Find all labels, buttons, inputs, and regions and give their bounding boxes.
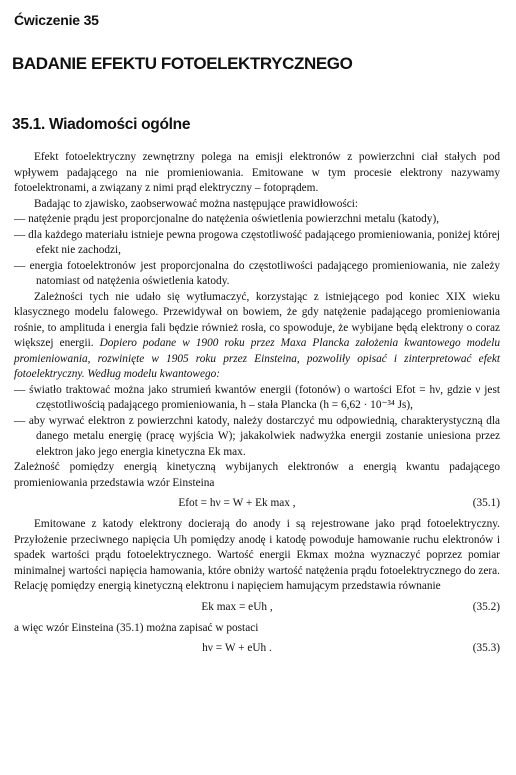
paragraph-rewrite: a więc wzór Einsteina (35.1) można zapisać w postaci bbox=[14, 621, 259, 634]
body-text bbox=[14, 150, 500, 662]
paragraph-stopping-voltage: Emitowane z katody elektrony docierają do anody i są rejestrowane jako prąd fotoelektryczny. Przyłożenie przeciwnego napięcia Uh pomiędzy anodę i katodę powoduje hamowanie ruchu elektronów i spadek wartości prądu fotoelektrycznego. Wartość energii Ekmax można wyznaczyć poprzez pomiar minimalnej wartości napięcia hamowania, które obniży wartość natężenia prądu fotoelektrycznego do zera. Relację pomiędzy energią kinetyczną elektronu i napięciem hamującym przedstawia równanie bbox=[14, 518, 500, 592]
equation-35-1 bbox=[14, 491, 500, 517]
equation-formula: Efot = hν = W + Ek max , bbox=[178, 497, 296, 510]
bullet-photons: — światło traktować można jako strumień kwantów energii (fotonów) o wartości Efot = hν, gdzie ν jest częstotliwością padającego promieniowania, h – stała Plancka (h = 6,62 · 10⁻³⁴ Js), bbox=[14, 383, 500, 411]
paragraph-observations: Badając to zjawisko, zaobserwować można następujące prawidłowości: bbox=[34, 197, 359, 210]
bullet-work-function: — aby wyrwać elektron z powierzchni katody, należy dostarczyć mu odpowiednią, charakterystyczną dla danego metalu energię (pracę wyjścia W); jakakolwiek nadwyżka energii zostanie uniesiona przez elektron jako jego energia kinetyczna Ek max. bbox=[14, 414, 500, 458]
equation-number: (35.3) bbox=[472, 642, 500, 655]
exercise-number: Ćwiczenie 35 bbox=[14, 12, 99, 28]
paragraph-einstein: Zależność pomiędzy energią kinetyczną wybijanych elektronów a energią kwantu padającego promieniowania przedstawia wzór Einsteina bbox=[14, 461, 500, 489]
bullet-threshold: — dla każdego materiału istnieje pewna progowa częstotliwość padającego promieniowania, poniżej której efekt nie zachodzi, bbox=[14, 228, 500, 256]
paragraph-planck-italic: Dopiero podane w 1900 roku przez Maxa Plancka założenia kwantowego modelu promieniowania, rozwinięte w 1905 roku przez Einsteina, pozwoliły opisać i zinterpretować efekt fotoelektryczny. Według modelu kwantowego: bbox=[14, 337, 500, 380]
paragraph-classical bbox=[14, 290, 500, 383]
section-heading: 35.1. Wiadomości ogólne bbox=[12, 116, 191, 133]
bullet-current: — natężenie prądu jest proporcjonalne do natężenia oświetlenia powierzchni metalu (katody), bbox=[14, 213, 440, 225]
bullet-energy: — energia fotoelektronów jest proporcjonalna do częstotliwości padającego promieniowania, nie zależy natomiast od natężenia oświetlenia katody. bbox=[14, 259, 500, 287]
page-title: BADANIE EFEKTU FOTOELEKTRYCZNEGO bbox=[12, 54, 353, 73]
equation-formula: hν = W + eUh . bbox=[202, 642, 272, 655]
equation-35-3 bbox=[14, 636, 500, 662]
equation-35-2 bbox=[14, 595, 500, 621]
paragraph-intro: Efekt fotoelektryczny zewnętrzny polega na emisji elektronów z powierzchni ciał stałych pod wpływem padającego na nie promieniowania. Emitowane w tym procesie elektrony nazywamy fotoelektronami, a związany z nimi prąd elektryczny – fotoprądem. bbox=[14, 151, 500, 194]
equation-formula: Ek max = eUh , bbox=[201, 600, 273, 613]
equation-number: (35.2) bbox=[472, 600, 500, 613]
paragraph-classical-text: Zależności tych nie udało się wytłumaczyć, korzystając z istniejącego pod koniec XIX wieku klasycznego modelu falowego. Przewidywał on bowiem, że gdy natężenie padającego promieniowania rośnie, to amplituda i energia fali będzie również rosła, co spowoduje, że wybijane będą elektrony o coraz większej energii. bbox=[14, 290, 500, 349]
equation-number: (35.1) bbox=[472, 497, 500, 510]
